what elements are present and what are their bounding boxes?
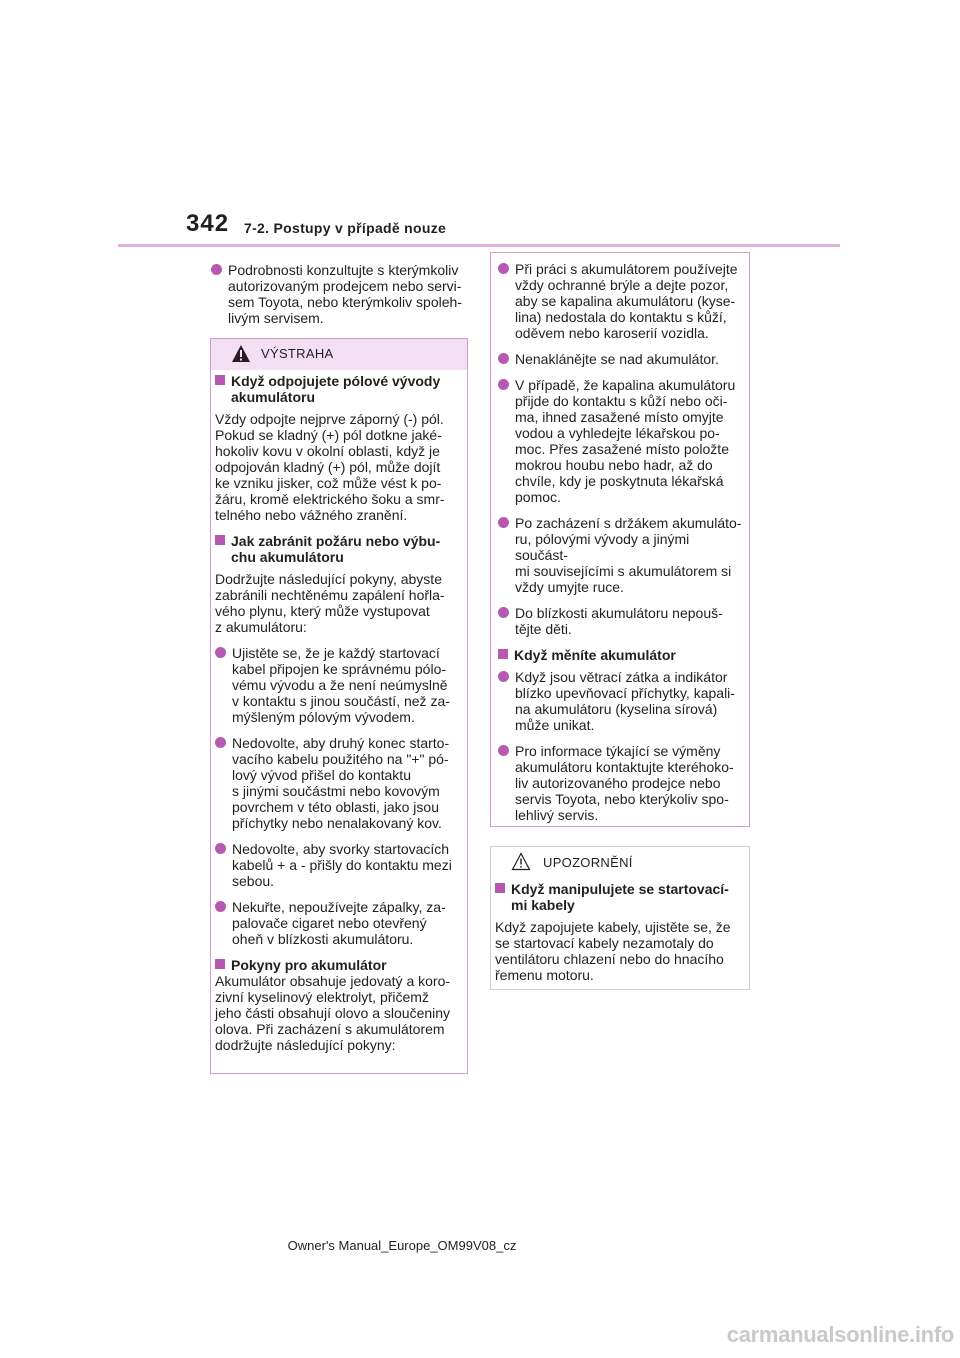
warning-title: VÝSTRAHA [261,346,334,361]
caution-content [495,881,745,983]
warning-text-fire: Dodržujte následující pokyny, abyste zabránili nechtěnému zapálení hořla- vého plynu, který může vystupovat z akumulátoru: [215,571,445,635]
intro-bullet [211,262,473,326]
page-number: 342 [186,210,230,237]
footer [0,1238,960,1253]
list-item-text: Nenaklánějte se nad akumulátor. [515,351,719,367]
warning-heading-replace: Když měníte akumulátor [498,647,744,663]
footer-text: Owner's Manual_Europe_OM99V08_cz [287,1238,517,1253]
warning-content [215,373,465,1053]
list-item [498,515,744,595]
list-item [498,605,744,637]
list-item-text: Nedovolte, aby druhý konec starto- vacího kabelu použitého na "+" pó- lový vývod přišel do kontaktu s jinými součástmi nebo kovovým povrchem v této oblasti, jako jsou příchytky nebo nenalakovaný kov. [232,735,450,831]
warning-text-disconnect: Vždy odpojte nejprve záporný (-) pól. Pokud se kladný (+) pól dotkne jaké- hokoliv kovu v okolní oblasti, když je odpojován kladný (+) pól, může dojít ke vzniku jisker, což může vést k po- žáru, kromě elektrického šoku a smr- telného nebo vážného zranění. [215,411,445,523]
warning-box [210,338,468,1074]
caution-title: UPOZORNĚNÍ [543,855,633,870]
intro-text: Podrobnosti konzultujte s kterýmkoliv autorizovaným prodejcem nebo servi- sem Toyota, nebo kterýmkoliv spoleh- livým servisem. [228,262,462,326]
list-item-text: Pro informace týkající se výměny akumulátoru kontaktujte kteréhoko- liv autorizovaného prodejce nebo servis Toyota, nebo kterýkoliv spo- lehlivý servis. [515,743,734,823]
warning-heading-disconnect: Když odpojujete pólové vývody akumulátoru [215,373,465,405]
list-item [215,841,465,889]
caution-box [490,846,750,990]
list-item [498,261,744,341]
list-item-text: Když jsou větrací zátka a indikátor blízko upevňovací příchytky, kapali- na akumulátoru (kyselina sírová) může unikat. [515,669,735,733]
list-item-text: V případě, že kapalina akumulátoru přijde do kontaktu s kůží nebo oči- ma, ihned zasažené místo omyjte vodou a vyhledejte lékařskou po- moc. Přes zasažené místo položte mokrou houbu nebo hadr, až do chvíle, kdy je poskytnuta lékařská pomoc. [515,377,736,505]
warning-header [211,339,467,370]
caution-heading: Když manipulujete se startovací- mi kabely [495,881,745,913]
caution-text: Když zapojujete kabely, ujistěte se, že se startovací kabely nezamotaly do ventilátoru chlazení nebo do hnacího řemenu motoru. [495,919,731,983]
warning-heading-battery: Pokyny pro akumulátor [215,957,465,973]
list-item-text: Nekuřte, nepoužívejte zápalky, za- palovače cigaret nebo otevřený oheň v blízkosti akumulátoru. [232,899,446,947]
list-item-text: Při práci s akumulátorem používejte vždy ochranné brýle a dejte pozor, aby se kapalina akumulátoru (kyse- lina) nedostala do kontaktu s kůží, oděvem nebo karoserií vozidla. [515,261,738,341]
list-item [215,645,465,725]
warning-heading-fire: Jak zabránit požáru nebo výbu- chu akumulátoru [215,533,465,565]
intro-note [211,262,473,326]
section-title: 7-2. Postupy v případě nouze [244,220,447,236]
list-item [498,377,744,505]
watermark: carmanualsonline.info [726,1322,954,1347]
list-item [215,735,465,831]
list-item [498,743,744,823]
list-item-text: Po zacházení s držákem akumuláto- ru, pólovými vývody a jinými součást- mi souvisejícími s akumulátorem si vždy umyjte ruce. [515,515,742,595]
list-item [215,899,465,947]
list-item-text: Ujistěte se, že je každý startovací kabel připojen ke správnému pólo- vému vývodu a že není neúmyslně v kontaktu s jinou součástí, než za- mýšleným pólovým vývodem. [232,645,450,725]
warning-text-battery: Akumulátor obsahuje jedovatý a koro- zivní kyselinový elektrolyt, přičemž jeho části obsahují olovo a sloučeniny olova. Při zacházení s akumulátorem dodržujte následující pokyny: [215,973,451,1053]
list-item [498,669,744,733]
list-item-text: Do blízkosti akumulátoru nepouš- tějte děti. [515,605,723,637]
warning-continued-content [498,261,744,823]
header-rule [118,244,840,247]
caution-triangle-icon [511,852,531,871]
list-item-text: Nedovolte, aby svorky startovacích kabelů + a - přišly do kontaktu mezi sebou. [232,841,452,889]
list-item [498,351,744,367]
warning-box-continued [490,252,750,827]
warning-triangle-icon [231,344,251,363]
